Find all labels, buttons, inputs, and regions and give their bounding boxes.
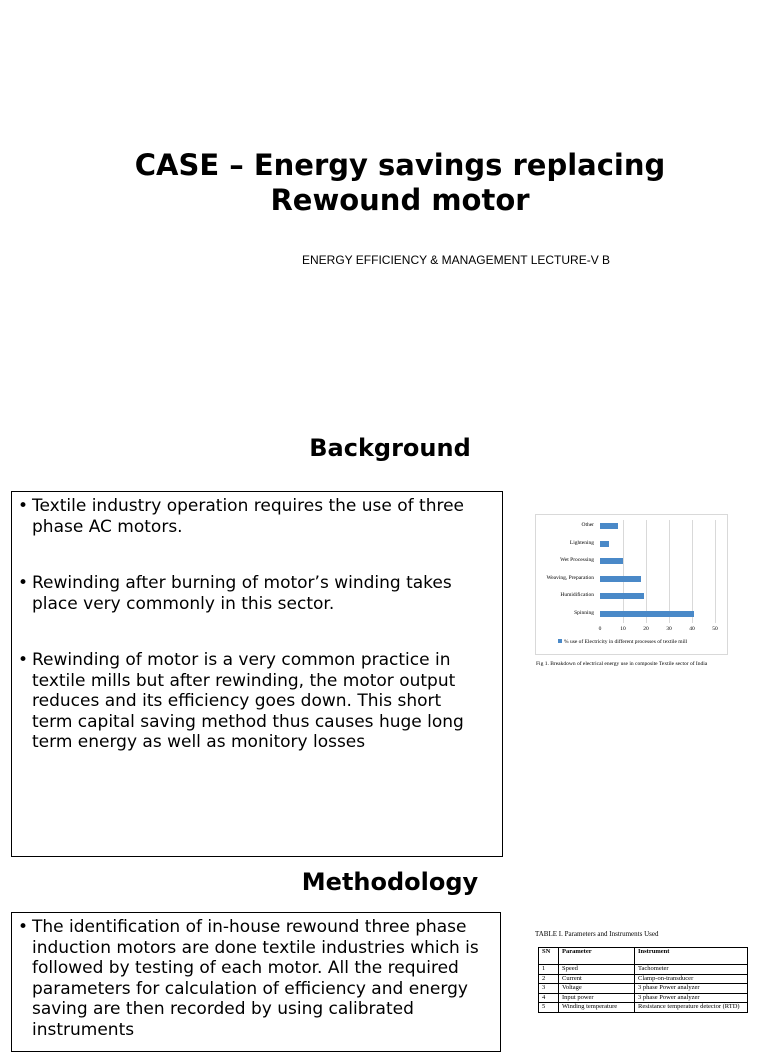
bullet-icon: • (18, 650, 29, 670)
figure-caption: Fig 1. Breakdown of electrical energy use in composite Textile sector of India (536, 661, 708, 667)
bar (600, 611, 694, 617)
gridline (646, 520, 647, 623)
table-cell: 4 (539, 993, 559, 1003)
bar (600, 523, 618, 529)
bullet-item (16, 573, 486, 614)
x-tick-label: 40 (689, 626, 695, 632)
category-label: Lightening (569, 539, 594, 546)
category-label: Wet Processing (560, 557, 594, 563)
table-row (539, 1003, 748, 1013)
bar (600, 593, 644, 599)
header-instrument: Instrument (635, 948, 748, 965)
gridline (692, 520, 693, 623)
table-row (539, 974, 748, 984)
bullet-item (16, 650, 486, 753)
table-cell: Tachometer (635, 965, 748, 975)
table-cell: Current (559, 974, 635, 984)
background-heading: Background (309, 434, 471, 462)
table-cell: Clamp-on-transducer (635, 974, 748, 984)
bullet-text: Rewinding after burning of motor’s winding takes place very commonly in this sector. (32, 573, 452, 614)
bullet-text: Rewinding of motor is a very common practice in textile mills but after rewinding, the motor output reduces and its efficiency goes down. This short term capital saving method thus causes huge long term energy as well as monitory losses (32, 650, 464, 752)
bullet-icon: • (18, 573, 29, 593)
table (538, 947, 748, 1013)
title-slide (0, 0, 768, 410)
table-cell: Input power (559, 993, 635, 1003)
bullet-text: The identification of in-house rewound three phase induction motors are done textile industries which is followed by testing of each motor. All the required parameters for calculation of efficiency and energy saving are then recorded by using calibrated instruments (32, 917, 479, 1040)
gridline (669, 520, 670, 623)
table-cell: 2 (539, 974, 559, 984)
table-cell: 3 (539, 984, 559, 994)
gridline (715, 520, 716, 623)
x-tick-label: 0 (598, 626, 602, 632)
methodology-text-box (11, 912, 501, 1052)
slide-title: CASE – Energy savings replacing Rewound motor (134, 148, 666, 217)
x-tick-label: 30 (666, 626, 672, 632)
bullet-item (16, 496, 486, 537)
bullet-icon: • (18, 496, 29, 516)
table-cell: Speed (559, 965, 635, 975)
bar (600, 541, 609, 547)
background-text-box (11, 491, 503, 857)
energy-breakdown-chart (535, 514, 728, 674)
x-tick-label: 20 (643, 626, 649, 632)
bullet-text: Textile industry operation requires the use of three phase AC motors. (32, 496, 465, 537)
x-tick-label: 50 (712, 626, 718, 632)
background-bullet-list (16, 496, 486, 753)
bar (600, 558, 623, 564)
parameters-table (535, 930, 747, 1013)
table-cell: Voltage (559, 984, 635, 994)
category-label: Weaving, Preparation (546, 574, 594, 581)
methodology-heading: Methodology (301, 868, 479, 896)
table-title: TABLE I. Parameters and Instruments Used (535, 930, 659, 938)
chart-legend (558, 639, 687, 645)
legend-swatch (558, 639, 562, 643)
bar (600, 576, 641, 582)
methodology-bullet-list (16, 917, 484, 1040)
table-cell: Resistance temperature detector (RTD) (635, 1003, 748, 1013)
slide-subtitle: ENERGY EFFICIENCY & MANAGEMENT LECTURE-V B (302, 253, 611, 267)
category-label: Spinning (574, 609, 594, 616)
header-sn: SN (539, 948, 559, 965)
table-row (539, 984, 748, 994)
category-label: Other (581, 522, 594, 528)
table-cell: 1 (539, 965, 559, 975)
x-tick-label: 10 (620, 626, 626, 632)
table-cell: 5 (539, 1003, 559, 1013)
table-cell: 3 phase Power analyzer (635, 993, 748, 1003)
chart-frame (535, 514, 728, 655)
table-header-row (539, 948, 748, 965)
header-parameter: Parameter (559, 948, 635, 965)
table-cell: 3 phase Power analyzer (635, 984, 748, 994)
background-slide (0, 410, 768, 1040)
bullet-icon: • (18, 917, 29, 937)
table-row (539, 965, 748, 975)
bullet-item (16, 917, 484, 1040)
gridline (623, 520, 624, 623)
table-row (539, 993, 748, 1003)
legend-label: % use of Electricity in different processes of textile mill (564, 639, 688, 645)
category-label: Humidification (560, 592, 594, 598)
table-cell: Winding temperature (559, 1003, 635, 1013)
